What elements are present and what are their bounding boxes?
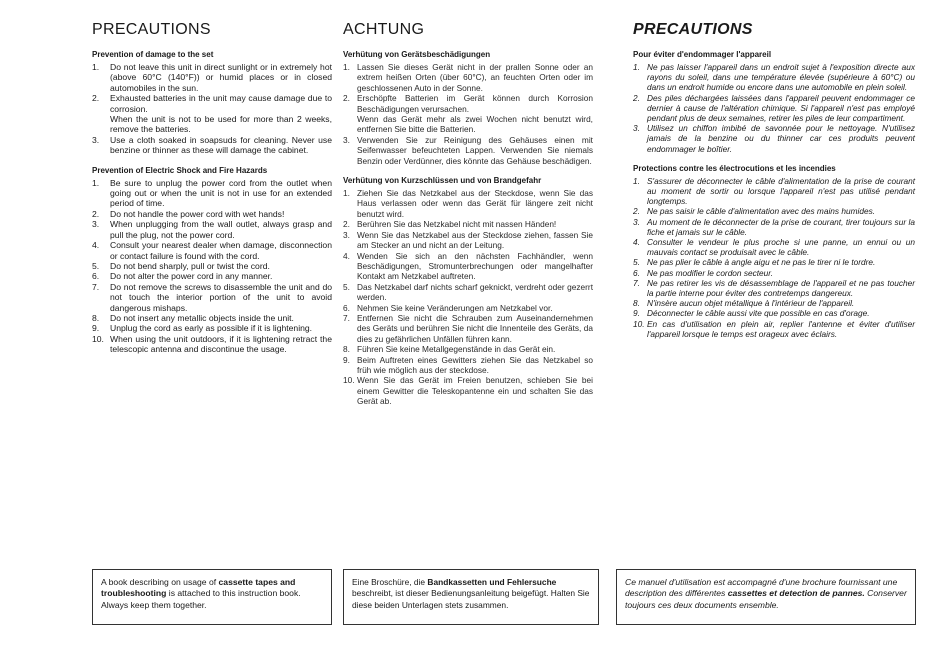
german-heading: ACHTUNG — [343, 21, 425, 38]
item-main-text: Ne pas plier le câble à angle aigu et ne pas le tirer ni le tordre. — [647, 257, 876, 268]
item-number: 9. — [633, 308, 640, 319]
item-main-text: Des piles déchargées laissées dans l'appareil peuvent endommager ce dernier à cause de l'altération chimique. Si l'appareil n'est pas employé pendant plus de deux semaines, retirer les piles de leur compartiment. — [647, 92, 915, 124]
item-text — [357, 135, 593, 166]
item-number: 8. — [343, 344, 350, 355]
item-number: 4. — [633, 237, 640, 248]
german-section-shock-title: Verhütung von Kurzschlüssen und von Brandgefahr — [343, 176, 542, 186]
item-number: 6. — [92, 271, 100, 282]
item-main-text: Ne pas modifier le cordon secteur. — [647, 267, 774, 278]
item-main-text: Unplug the cord as early as possible if it is lightening. — [110, 323, 313, 334]
german-damage-list — [343, 62, 593, 166]
german-shock-list — [343, 188, 593, 407]
item-text — [647, 93, 915, 124]
german-column — [343, 20, 593, 407]
item-text — [647, 268, 915, 278]
item-text — [357, 62, 593, 93]
item-number: 2. — [633, 206, 640, 217]
item-number: 2. — [343, 93, 350, 104]
item-number: 6. — [343, 302, 350, 313]
item-text — [110, 323, 332, 333]
list-item — [343, 62, 593, 93]
item-number: 9. — [343, 354, 350, 365]
item-number: 4. — [343, 250, 350, 261]
german-note-bold: Bandkassetten und Fehlersuche — [427, 577, 557, 587]
item-main-text: N'insère aucun objet métallique à l'intérieur de l'appareil. — [647, 298, 855, 309]
item-text — [110, 313, 332, 323]
item-main-text: Wenn Sie das Gerät im Freien benutzen, schieben Sie bei einem Gewitter die Teleskopantenne ein und schalten Sie das Gerät ab. — [357, 375, 593, 407]
german-note-text-a: Eine Broschüre, die — [352, 577, 428, 587]
french-note-bold: cassettes et detection de pannes. — [727, 588, 865, 599]
list-item — [92, 282, 332, 313]
item-text — [647, 176, 915, 207]
item-number: 5. — [92, 260, 100, 271]
item-number: 6. — [633, 267, 640, 278]
item-number: 3. — [633, 216, 640, 227]
item-number: 2. — [633, 92, 640, 103]
item-number: 1. — [633, 62, 640, 72]
item-text — [647, 278, 915, 298]
item-extra-text: Wenn das Gerät mehr als zwei Wochen nicht benutzt wird, entfernen Sie bitte die Batterien. — [357, 114, 593, 135]
list-item — [633, 278, 915, 298]
item-text — [110, 334, 332, 355]
item-main-text: Ne pas retirer les vis de désassemblage de l'appareil et ne pas toucher la partie interne pour éviter des contretemps dangereux. — [647, 277, 915, 299]
list-item — [343, 313, 593, 344]
item-text — [110, 219, 332, 240]
item-number: 7. — [343, 312, 350, 323]
item-text — [647, 257, 915, 267]
list-item — [343, 135, 593, 166]
list-item — [633, 319, 915, 339]
german-note-box — [343, 569, 599, 625]
item-text — [110, 271, 332, 281]
item-text — [647, 217, 915, 237]
item-text — [110, 261, 332, 271]
item-text — [647, 319, 915, 339]
item-main-text: Ziehen Sie das Netzkabel aus der Steckdose, wenn Sie das Haus verlassen oder wenn das Gerät für längere zeit nicht benutzt wird. — [357, 188, 593, 219]
item-main-text: Wenn Sie das Netzkabel aus der Steckdose ziehen, fassen Sie am Stecker an und nicht an der Leitung. — [357, 229, 593, 251]
item-number: 10. — [633, 318, 645, 329]
english-column — [92, 20, 332, 355]
item-text — [110, 93, 332, 135]
item-main-text: Erschöpfte Batterien im Gerät können durch Korrosion Beschädigungen verursachen. — [357, 93, 593, 114]
item-number: 7. — [92, 281, 100, 292]
item-number: 8. — [92, 312, 100, 323]
item-main-text: Consult your nearest dealer when damage, disconnection or contact failure is found with the cord. — [110, 240, 332, 261]
list-item — [343, 355, 593, 376]
item-number: 3. — [633, 123, 640, 134]
item-main-text: Do not leave this unit in direct sunlight or in extremely hot (above 60°C (140°F)) or humid places or in closed automobiles in the sun. — [110, 62, 332, 93]
list-item — [92, 93, 332, 135]
english-note-box — [92, 569, 332, 625]
item-text — [110, 178, 332, 209]
item-main-text: Berühren Sie das Netzkabel nicht mit nassen Händen! — [357, 219, 557, 230]
item-main-text: Lassen Sie dieses Gerät nicht in der prallen Sonne oder an extrem heißen Orten (über 60°C), an feuchten Orten oder im geschlossenen Auto in der Sonne. — [357, 62, 593, 93]
english-shock-list — [92, 178, 332, 355]
list-item — [633, 217, 915, 237]
item-main-text: Déconnecter le câble aussi vite que possible en cas d'orage. — [647, 308, 870, 319]
english-damage-list — [92, 62, 332, 156]
item-number: 5. — [343, 281, 350, 292]
item-main-text: Ne pas laisser l'appareil dans un endroit sujet à l'exposition directe aux rayons du soleil, dans une température élevée (supérieure à 60°C) ou dans un endroit humide ou encore dans une automobile en plein soleil. — [647, 62, 915, 93]
german-section-damage-title: Verhütung von Gerätsbeschädigungen — [343, 50, 491, 59]
item-main-text: Be sure to unplug the power cord from the outlet when going out or when the unit is not in use for an extended period of time. — [110, 177, 332, 209]
french-section-damage-title: Pour éviter d'endommager l'appareil — [633, 50, 772, 59]
item-number: 1. — [633, 175, 640, 186]
item-number: 9. — [92, 323, 100, 334]
item-text — [357, 355, 593, 376]
german-note-text-c: beschreibt, ist dieser Bedienungsanleitung beigefügt. Halten Sie diese beiden Unterlagen stets zusammen. — [352, 588, 590, 610]
list-item — [633, 206, 915, 216]
french-section-shock-title: Protections contre les électrocutions et les incendies — [633, 163, 836, 173]
item-main-text: Utilisez un chiffon imbibé de savonnée pour le nettoyage. N'utilisez jamais de la benzine ou du thinner car ces produits peuvent endommager le boîtier. — [647, 123, 915, 154]
item-main-text: Do not alter the power cord in any manner. — [110, 271, 273, 282]
item-main-text: Do not insert any metallic objects inside the unit. — [110, 312, 294, 323]
list-item — [343, 188, 593, 219]
list-item — [92, 334, 332, 355]
french-note-text-c: Conserver toujours ces deux documents ensemble. — [625, 588, 907, 610]
list-item — [92, 261, 332, 271]
item-number: 3. — [343, 229, 350, 240]
french-note-box — [616, 569, 916, 625]
list-item — [633, 123, 915, 154]
list-item — [343, 282, 593, 303]
item-main-text: En cas d'utilisation en plein air, replier l'antenne et éviter d'utiliser l'appareil lorsque le temps est orageux avec éclairs. — [647, 318, 915, 339]
item-main-text: Use a cloth soaked in soapsuds for cleaning. Never use benzine or thinner as these will damage the cabinet. — [110, 134, 332, 156]
list-item — [92, 178, 332, 209]
item-main-text: Das Netzkabel darf nichts scharf geknickt, verdreht oder gezerrt werden. — [357, 281, 593, 303]
french-shock-list — [633, 176, 915, 339]
list-item — [92, 323, 332, 333]
item-main-text: Au moment de le déconnecter de la prise de courant, tirer toujours sur la fiche et jamais sur le câble. — [647, 216, 915, 237]
item-text — [357, 303, 593, 313]
item-main-text: Nehmen Sie keine Veränderungen am Netzkabel vor. — [357, 302, 553, 313]
item-main-text: Do not remove the screws to disassemble the unit and do not touch the interior portion of the unit to avoid dangerous mishaps. — [110, 281, 332, 313]
list-item — [633, 237, 915, 257]
list-item — [633, 268, 915, 278]
list-item — [92, 271, 332, 281]
list-item — [92, 219, 332, 240]
item-text — [647, 123, 915, 154]
list-item — [92, 313, 332, 323]
list-item — [633, 176, 915, 207]
item-number: 2. — [343, 219, 350, 230]
item-main-text: Ne pas saisir le câble d'alimentation avec des mains humides. — [647, 206, 876, 217]
list-item — [343, 303, 593, 313]
french-heading: PRECAUTIONS — [633, 21, 753, 38]
item-text — [647, 206, 915, 216]
item-text — [357, 188, 593, 219]
item-main-text: Do not handle the power cord with wet hands! — [110, 208, 285, 219]
item-number: 3. — [343, 134, 350, 145]
item-text — [110, 282, 332, 313]
item-main-text: Führen Sie keine Metallgegenstände in das Gerät ein. — [357, 344, 556, 355]
item-number: 3. — [92, 219, 100, 230]
item-number: 10. — [343, 375, 355, 386]
english-note-text-a: A book describing on usage of — [101, 577, 219, 587]
list-item — [633, 298, 915, 308]
item-text — [357, 375, 593, 406]
item-text — [357, 93, 593, 135]
english-section-shock-title: Prevention of Electric Shock and Fire Hazards — [92, 165, 268, 175]
list-item — [343, 219, 593, 229]
item-text — [647, 298, 915, 308]
item-number: 1. — [92, 177, 100, 188]
item-text — [647, 308, 915, 318]
item-number: 5. — [633, 257, 640, 268]
item-number: 3. — [92, 134, 100, 145]
item-main-text: Entfernen Sie nicht die Schrauben zum Auseinandernehmen des Geräts und berühren Sie nicht die Innenteile des Geräts, da dies zu gefährlichen Unfällen führen kann. — [357, 312, 593, 344]
english-note-text-c: is attached to this instruction book. Always keep them together. — [101, 588, 301, 610]
item-number: 1. — [92, 62, 100, 72]
item-main-text: Verwenden Sie zur Reinigung des Gehäuses einen mit Seifenwasser befeuchteten Lappen. Verwenden Sie niemals Benzin oder Verdünner, dies könnte das Gehäuse beschädigen. — [357, 134, 593, 166]
english-heading: PRECAUTIONS — [92, 21, 211, 38]
list-item — [633, 62, 915, 93]
item-text — [357, 344, 593, 354]
list-item — [633, 93, 915, 124]
list-item — [343, 230, 593, 251]
item-text — [357, 313, 593, 344]
item-main-text: When using the unit outdoors, if it is lightening retract the telescopic antenna and discontinue the usage. — [110, 333, 332, 355]
item-main-text: Consulter le vendeur le plus proche si une panne, un ennui ou un mauvais contact se produisait avec le câble. — [647, 237, 915, 258]
item-number: 1. — [343, 188, 350, 199]
item-number: 1. — [343, 62, 350, 72]
english-note-bold: cassette tapes and troubleshooting — [101, 577, 296, 599]
list-item — [92, 62, 332, 93]
list-item — [92, 240, 332, 261]
item-number: 2. — [92, 93, 100, 104]
item-main-text: Do not bend sharply, pull or twist the cord. — [110, 260, 270, 271]
item-text — [357, 230, 593, 251]
item-number: 7. — [633, 277, 640, 288]
item-main-text: S'assurer de déconnecter le câble d'alimentation de la prise de courant au moment de sortir ou lorsque l'appareil n'est pas utilisé pendant longtemps. — [647, 175, 915, 207]
french-column — [633, 20, 915, 339]
item-number: 2. — [92, 208, 100, 219]
item-text — [110, 209, 332, 219]
item-text — [647, 62, 915, 93]
list-item — [343, 344, 593, 354]
french-damage-list — [633, 62, 915, 154]
item-number: 4. — [92, 240, 100, 251]
item-text — [110, 240, 332, 261]
list-item — [343, 375, 593, 406]
item-number: 8. — [633, 298, 640, 309]
list-item — [343, 93, 593, 135]
list-item — [92, 135, 332, 156]
item-number: 10. — [92, 333, 104, 344]
list-item — [633, 308, 915, 318]
list-item — [633, 257, 915, 267]
item-text — [647, 237, 915, 257]
item-extra-text: When the unit is not to be used for more than 2 weeks, remove the batteries. — [110, 114, 332, 135]
english-section-damage-title: Prevention of damage to the set — [92, 50, 214, 59]
item-text — [110, 135, 332, 156]
item-text — [357, 282, 593, 303]
list-item — [92, 209, 332, 219]
item-text — [357, 251, 593, 282]
item-main-text: Beim Auftreten eines Gewitters ziehen Sie das Netzkabel so früh wie möglich aus der steckdose. — [357, 354, 593, 375]
french-note-text-a: Ce manuel d'utilisation est accompagné d'une brochure fournissant une description des différentes — [625, 577, 898, 599]
item-main-text: When unplugging from the wall outlet, always grasp and pull the plug, not the power cord. — [110, 219, 332, 240]
list-item — [343, 251, 593, 282]
item-text — [357, 219, 593, 229]
item-main-text: Wenden Sie sich an den nächsten Fachhändler, wenn Beschädigungen, Stromunterbrechungen oder mangelhafter Kontakt am Netzkabel auftreten. — [357, 250, 593, 282]
item-main-text: Exhausted batteries in the unit may cause damage due to corrosion. — [110, 93, 332, 114]
item-text — [110, 62, 332, 93]
